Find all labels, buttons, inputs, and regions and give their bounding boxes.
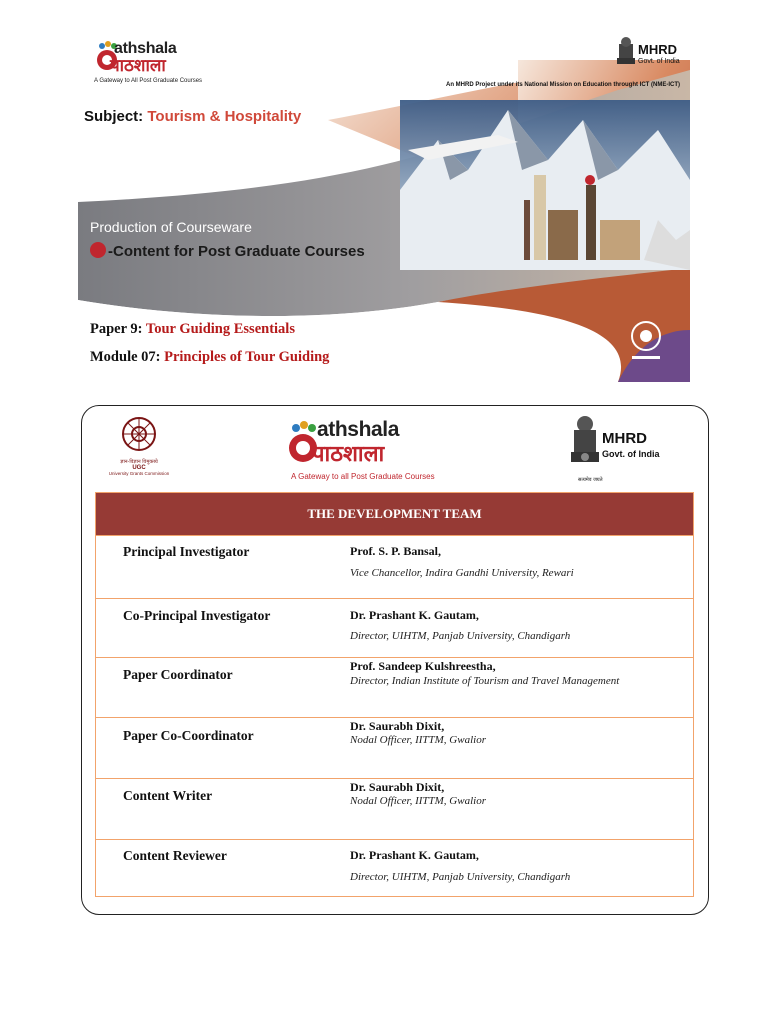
team-member-name: Dr. Prashant K. Gautam, xyxy=(350,848,479,862)
team-table-header: THE DEVELOPMENT TEAM xyxy=(96,493,693,535)
team-member-designation: Director, Indian Institute of Tourism and Travel Management xyxy=(350,675,620,687)
module-value: Principles of Tour Guiding xyxy=(164,349,330,365)
epathshala-logo-large xyxy=(287,414,467,486)
team-role: Co-Principal Investigator xyxy=(123,608,271,623)
ugc-abbrev: UGC xyxy=(132,465,146,471)
ugc-seal-icon xyxy=(626,318,666,366)
mhrd-title: MHRD xyxy=(602,430,647,447)
paper-heading xyxy=(90,321,295,338)
travel-collage-image xyxy=(400,100,690,270)
ugc-fullname: University Grants Commission xyxy=(108,471,170,476)
team-member-name: Dr. Saurabh Dixit, xyxy=(350,780,445,794)
team-role: Content Reviewer xyxy=(123,848,227,863)
team-role: Paper Co-Coordinator xyxy=(123,728,254,743)
team-member-designation: Nodal Officer, IITTM, Gwalior xyxy=(350,795,486,807)
team-member-name: Dr. Saurabh Dixit, xyxy=(350,719,445,733)
development-team-table xyxy=(95,492,694,897)
logo-name-english: athshala xyxy=(317,418,399,441)
module-heading xyxy=(90,349,329,366)
development-team-card xyxy=(81,405,709,915)
mhrd-subtitle: Govt. of India xyxy=(638,58,680,65)
econtent-text: -Content for Post Graduate Courses xyxy=(108,243,365,260)
team-row xyxy=(96,717,693,778)
module-label: Module 07: xyxy=(90,349,161,365)
logo-tagline: A Gateway to all Post Graduate Courses xyxy=(291,472,435,481)
team-member-name: Prof. S. P. Bansal, xyxy=(350,544,442,558)
team-member-name: Prof. Sandeep Kulshreestha, xyxy=(350,659,496,673)
mhrd-title: MHRD xyxy=(638,42,677,57)
logo-name-hindi: पाठशाला xyxy=(110,56,166,76)
team-row xyxy=(96,598,693,657)
team-row xyxy=(96,778,693,839)
logo-name-english: athshala xyxy=(114,40,177,57)
mhrd-subtitle: Govt. of India xyxy=(602,449,660,459)
team-row xyxy=(96,535,693,598)
team-role: Paper Coordinator xyxy=(123,667,233,682)
production-text: Production of Courseware xyxy=(90,219,252,235)
national-emblem-icon xyxy=(570,414,600,474)
team-member-designation: Director, UIHTM, Panjab University, Chandigarh xyxy=(350,630,571,642)
team-role: Principal Investigator xyxy=(123,544,250,559)
logo-name-hindi: पाठशाला xyxy=(312,442,385,467)
mission-text: An MHRD Project under its National Mission on Education throught ICT (NME-ICT) xyxy=(446,82,680,88)
subject-heading xyxy=(84,108,301,125)
team-row xyxy=(96,839,693,896)
team-row xyxy=(96,657,693,717)
national-emblem-icon xyxy=(616,36,636,70)
paper-label: Paper 9: xyxy=(90,321,143,337)
team-role: Content Writer xyxy=(123,788,213,803)
ugc-emblem-icon xyxy=(119,414,159,454)
team-member-designation: Nodal Officer, IITTM, Gwalior xyxy=(350,734,486,746)
team-member-designation: Director, UIHTM, Panjab University, Chandigarh xyxy=(350,871,571,883)
subject-value: Tourism & Hospitality xyxy=(147,108,302,125)
course-banner xyxy=(78,30,690,382)
ugc-logo xyxy=(108,414,170,476)
subject-label: Subject: xyxy=(84,108,144,125)
e-logo-icon xyxy=(90,242,106,258)
team-member-name: Dr. Prashant K. Gautam, xyxy=(350,608,479,622)
mhrd-motto: सत्यमेव जयते xyxy=(578,477,603,483)
econtent-heading xyxy=(90,242,365,260)
logo-tagline: A Gateway to All Post Graduate Courses xyxy=(94,78,203,84)
paper-value: Tour Guiding Essentials xyxy=(145,321,295,337)
team-member-designation: Vice Chancellor, Indira Gandhi University, Rewari xyxy=(350,567,574,579)
ugc-motto: ज्ञान-विज्ञान विमुक्तये xyxy=(120,459,158,465)
